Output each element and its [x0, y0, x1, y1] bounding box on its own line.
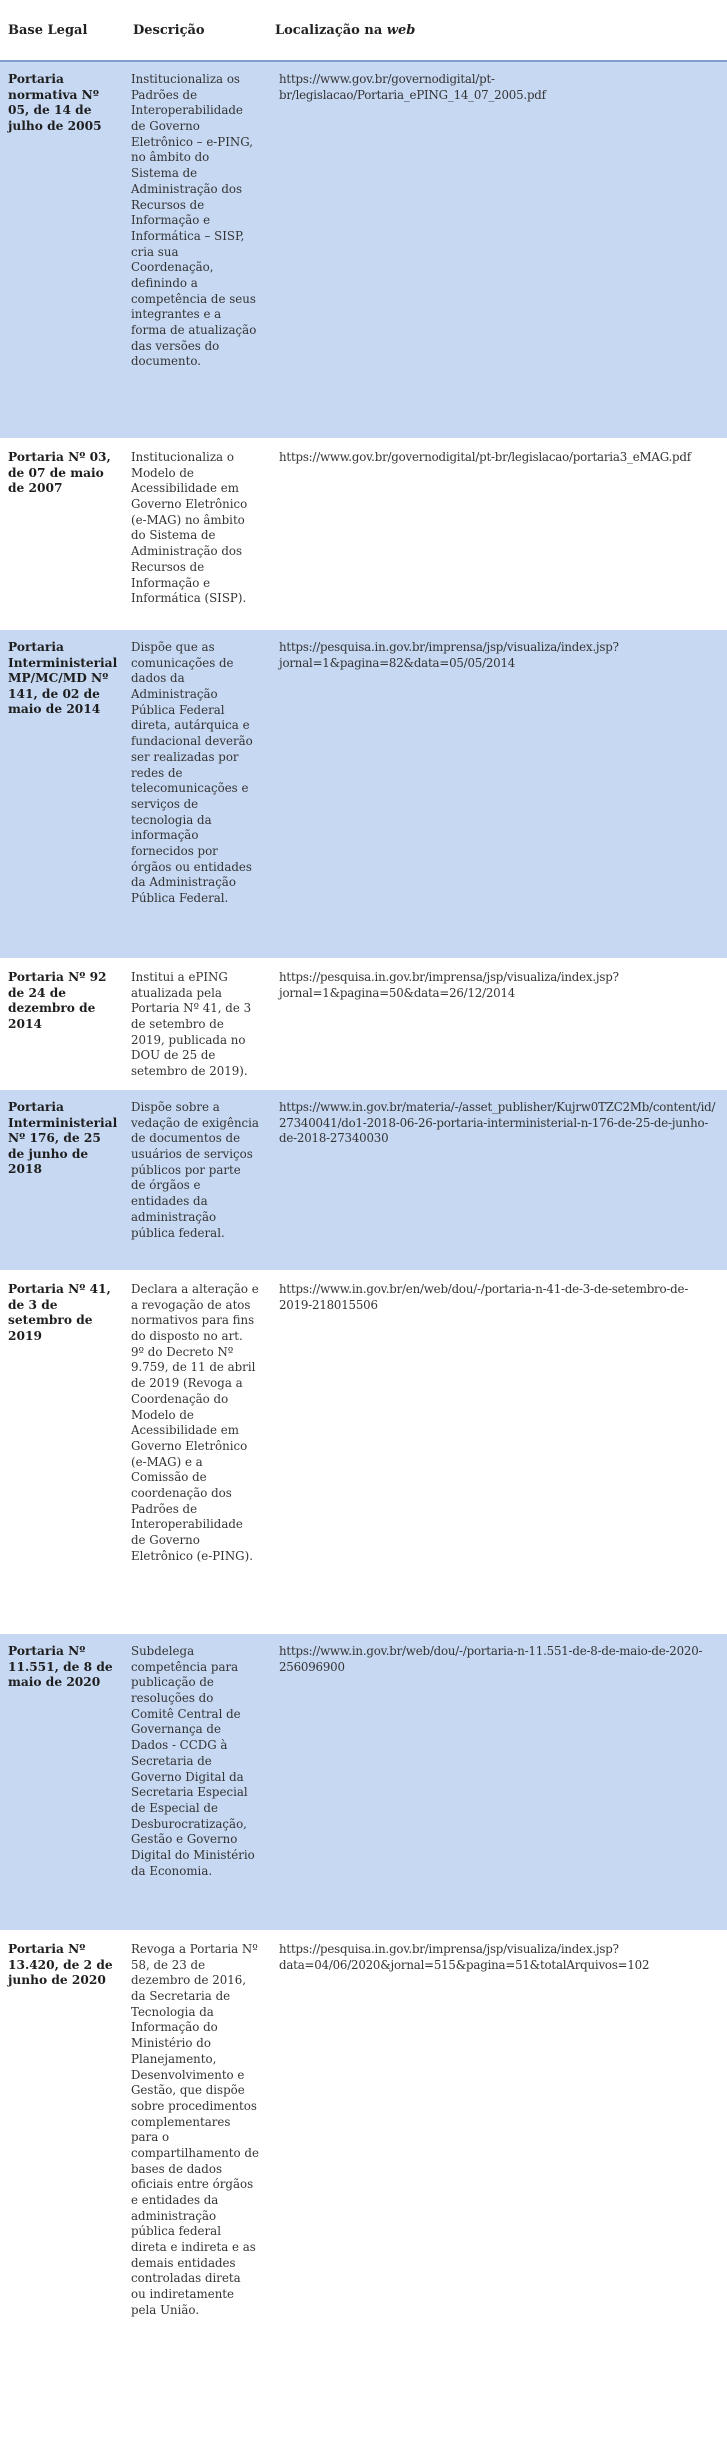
header-descricao: Descrição: [125, 0, 267, 61]
row-base-legal: Portaria Nº 11.551, de 8 de maio de 2020: [0, 1633, 125, 1931]
row-descricao: Institucionaliza os Padrões de Interoperabilidade de Governo Eletrônico – e-PING, no âmbito do Sistema de Administração dos Recursos de Informação e Informática – SISP, cria sua Coordenação, definindo a competência de seus integrantes e a forma de atualização das versões do documento.: [125, 61, 267, 439]
row-base-legal: Portaria Nº 92 de 24 de dezembro de 2014: [0, 959, 125, 1089]
row-descricao: Dispõe que as comunicações de dados da Administração Pública Federal direta, autárquica e fundacional deverão ser realizadas por redes de telecomunicações e serviços de tecnologia da informação fornecidos por órgãos ou entidades da Administração Pública Federal.: [125, 629, 267, 959]
row-url-link[interactable]: https://www.gov.br/governodigital/pt-br/legislacao/Portaria_ePING_14_07_2005.pdf: [267, 61, 727, 439]
header-localizacao-em: web: [386, 22, 416, 38]
header-base-legal: Base Legal: [0, 0, 125, 61]
row-base-legal: Portaria Interministerial Nº 176, de 25 de junho de 2018: [0, 1089, 125, 1271]
table-row: [0, 1271, 727, 1633]
header-localizacao: [267, 0, 727, 61]
table-row: [0, 1089, 727, 1271]
table-row: [0, 1633, 727, 1931]
row-url-link[interactable]: https://www.in.gov.br/en/web/dou/-/portaria-n-41-de-3-de-setembro-de-2019-218015506: [267, 1271, 727, 1633]
table-row: [0, 959, 727, 1089]
row-url-link[interactable]: https://www.in.gov.br/materia/-/asset_publisher/Kujrw0TZC2Mb/content/id/27340041/do1-2018-06-26-portaria-interministerial-n-176-de-25-de-junho-de-2018-27340030: [267, 1089, 727, 1271]
row-base-legal: Portaria Nº 03, de 07 de maio de 2007: [0, 439, 125, 629]
row-url-link[interactable]: https://pesquisa.in.gov.br/imprensa/jsp/visualiza/index.jsp?jornal=1&pagina=82&data=05/05/2014: [267, 629, 727, 959]
row-descricao: Subdelega competência para publicação de resoluções do Comitê Central de Governança de Dados - CCDG à Secretaria de Governo Digital da Secretaria Especial de Especial de Desburocratização, Gestão e Governo Digital do Ministério da Economia.: [125, 1633, 267, 1931]
row-url-link[interactable]: https://pesquisa.in.gov.br/imprensa/jsp/visualiza/index.jsp?jornal=1&pagina=50&data=26/12/2014: [267, 959, 727, 1089]
row-descricao: Institui a ePING atualizada pela Portaria Nº 41, de 3 de setembro de 2019, publicada no DOU de 25 de setembro de 2019).: [125, 959, 267, 1089]
row-descricao: Dispõe sobre a vedação de exigência de documentos de usuários de serviços públicos por parte de órgãos e entidades da administração pública federal.: [125, 1089, 267, 1271]
row-base-legal: Portaria Nº 13.420, de 2 de junho de 2020: [0, 1931, 125, 2457]
row-url-link[interactable]: https://www.in.gov.br/web/dou/-/portaria-n-11.551-de-8-de-maio-de-2020-256096900: [267, 1633, 727, 1931]
table-row: [0, 1931, 727, 2457]
header-localizacao-prefix: Localização na: [275, 22, 387, 38]
row-base-legal: Portaria Interministerial MP/MC/MD Nº 141, de 02 de maio de 2014: [0, 629, 125, 959]
table-row: [0, 629, 727, 959]
row-descricao: Declara a alteração e a revogação de atos normativos para fins do disposto no art. 9º do Decreto Nº 9.759, de 11 de abril de 2019 (Revoga a Coordenação do Modelo de Acessibilidade em Governo Eletrônico (e-MAG) e a Comissão de coordenação dos Padrões de Interoperabilidade de Governo Eletrônico (e-PING).: [125, 1271, 267, 1633]
table-row: [0, 439, 727, 629]
row-base-legal: Portaria Nº 41, de 3 de setembro de 2019: [0, 1271, 125, 1633]
row-base-legal: Portaria normativa Nº 05, de 14 de julho de 2005: [0, 61, 125, 439]
row-descricao: Revoga a Portaria Nº 58, de 23 de dezembro de 2016, da Secretaria de Tecnologia da Informação do Ministério do Planejamento, Desenvolvimento e Gestão, que dispõe sobre procedimentos complementares para o compartilhamento de bases de dados oficiais entre órgãos e entidades da administração pública federal direta e indireta e as demais entidades controladas direta ou indiretamente pela União.: [125, 1931, 267, 2457]
row-url-link[interactable]: https://www.gov.br/governodigital/pt-br/legislacao/portaria3_eMAG.pdf: [267, 439, 727, 629]
table-row: [0, 61, 727, 439]
row-url-link[interactable]: https://pesquisa.in.gov.br/imprensa/jsp/visualiza/index.jsp?data=04/06/2020&jornal=515&pagina=51&totalArquivos=102: [267, 1931, 727, 2457]
row-descricao: Institucionaliza o Modelo de Acessibilidade em Governo Eletrônico (e-MAG) no âmbito do Sistema de Administração dos Recursos de Informação e Informática (SISP).: [125, 439, 267, 629]
table-header-row: [0, 0, 727, 61]
